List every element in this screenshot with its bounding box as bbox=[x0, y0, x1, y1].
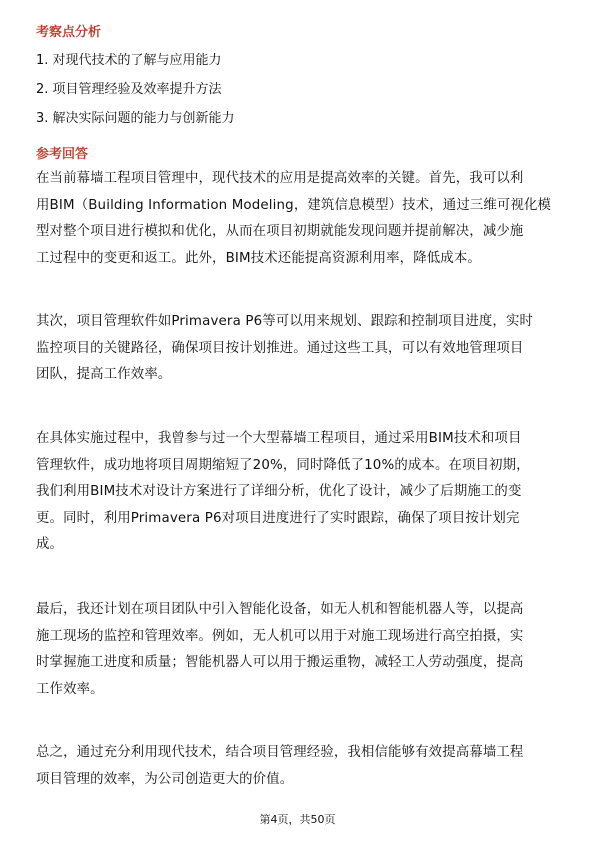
paragraph-line: 成。 bbox=[36, 537, 64, 552]
paragraph-line: 用BIM（Building Information Modeling，建筑信息模型）技术，通过三维可视化模 bbox=[36, 197, 552, 213]
paragraph-line: 在当前幕墙工程项目管理中，现代技术的应用是提高效率的关键。首先，我可以利 bbox=[36, 171, 524, 186]
paragraph-line: 其次，项目管理软件如Primavera P6等可以用来规划、跟踪和控制项目进度，实时 bbox=[36, 314, 534, 329]
paragraph-line: 监控项目的关键路径，确保项目按计划推进。通过这些工具，可以有效地管理项目 bbox=[36, 340, 524, 356]
paragraph-line: 施工现场的监控和管理效率。例如，无人机可以用于对施工现场进行高空拍摄，实 bbox=[36, 628, 524, 644]
analysis-heading: 考察点分析 bbox=[36, 25, 102, 40]
answer-paragraph-2 bbox=[36, 309, 559, 389]
analysis-point-2: 2. 项目管理经验及效率提升方法 bbox=[36, 82, 222, 97]
page-number: 第4页，共50页 bbox=[259, 813, 336, 826]
paragraph-line: 时掌握施工进度和质量；智能机器人可以用于搬运重物，减轻工人劳动强度，提高 bbox=[36, 655, 524, 670]
answer-paragraph-4 bbox=[36, 597, 559, 703]
paragraph-line: 工作效率。 bbox=[36, 681, 104, 697]
analysis-point-1: 1. 对现代技术的了解与应用能力 bbox=[36, 53, 222, 68]
paragraph-line: 更。同时，利用Primavera P6对项目进度进行了实时跟踪，确保了项目按计划完 bbox=[36, 510, 520, 526]
paragraph-line: 总之，通过充分利用现代技术，结合项目管理经验，我相信能够有效提高幕墙工程 bbox=[36, 745, 524, 760]
paragraph-line: 团队，提高工作效率。 bbox=[36, 367, 172, 382]
answer-paragraph-3 bbox=[36, 426, 559, 559]
paragraph-line: 项目管理的效率，为公司创造更大的价值。 bbox=[36, 771, 294, 787]
paragraph-line: 管理软件，成功地将项目周期缩短了20%，同时降低了10%的成本。在项目初期， bbox=[36, 457, 530, 473]
paragraph-line: 型对整个项目进行模拟和优化，从而在项目初期就能发现问题并提前解决，减少施 bbox=[36, 224, 524, 239]
paragraph-line: 我们利用BIM技术对设计方案进行了详细分析，优化了设计，减少了后期施工的变 bbox=[36, 484, 522, 499]
analysis-point-3: 3. 解决实际问题的能力与创新能力 bbox=[36, 111, 235, 126]
answer-paragraph-5 bbox=[36, 740, 559, 793]
paragraph-line: 工过程中的变更和返工。此外，BIM技术还能提高资源利用率，降低成本。 bbox=[36, 250, 481, 266]
paragraph-line: 最后，我还计划在项目团队中引入智能化设备，如无人机和智能机器人等，以提高 bbox=[36, 602, 524, 617]
answer-paragraph-1 bbox=[36, 166, 559, 272]
paragraph-line: 在具体实施过程中，我曾参与过一个大型幕墙工程项目，通过采用BIM技术和项目 bbox=[36, 431, 522, 446]
answer-heading: 参考回答 bbox=[36, 147, 89, 162]
